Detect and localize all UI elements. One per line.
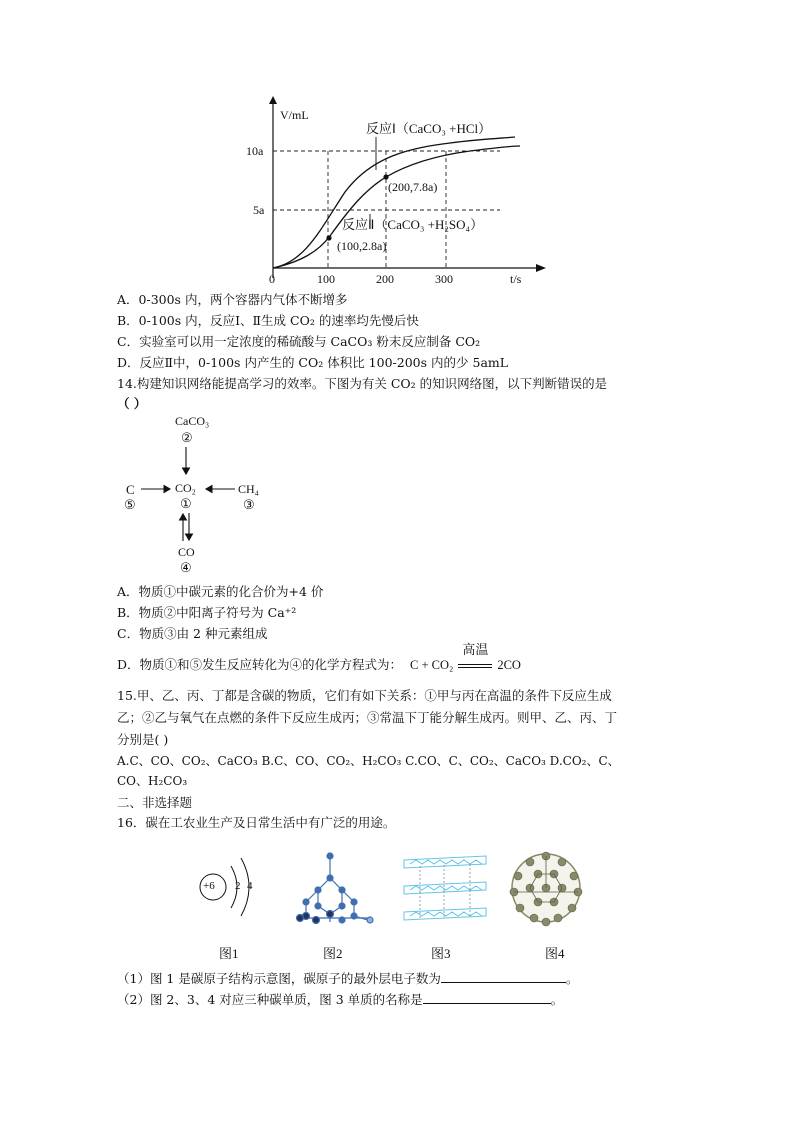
series-reaction-2-label: 反应Ⅱ（CaCO₃ +H₂SO₄）: [342, 217, 484, 232]
q15-line-1: 15.甲、乙、丙、丁都是含碳的物质，它们有如下关系：①甲与丙在高温的条件下反应生成: [117, 688, 612, 703]
shell-2-electrons: 4: [247, 880, 253, 892]
point-label-200: (200,7.8a): [388, 180, 438, 194]
x-tick-100: 100: [317, 272, 335, 286]
node-4-number: ④: [180, 560, 192, 575]
origin-label: 0: [269, 272, 275, 286]
figure-3-caption: 图3: [431, 946, 451, 961]
q16-sub-2-end: 。: [550, 992, 564, 1007]
shell-1-electrons: 2: [235, 880, 241, 892]
q16-sub-1-end: 。: [565, 971, 579, 986]
node-c: C: [126, 482, 135, 497]
q13-option-c: C．实验室可以用一定浓度的稀硫酸与 CaCO₃ 粉末反应制备 CO₂: [117, 334, 481, 349]
q16-sub-1-text: （1）图 1 是碳原子结构示意图，碳原子的最外层电子数为: [117, 971, 441, 986]
section-heading: 二、非选择题: [117, 795, 193, 810]
node-3-number: ③: [243, 497, 255, 512]
equation-condition: 高温: [462, 643, 489, 658]
y-tick-5a: 5a: [253, 203, 265, 217]
node-ch4: CH₄: [238, 482, 259, 496]
q13-option-d: D．反应Ⅱ中，0-100s 内产生的 CO₂ 体积比 100-200s 内的少 5amL: [117, 355, 509, 370]
fullerene-structure-image: [508, 848, 588, 928]
series-reaction-1-label: 反应Ⅰ（CaCO₃ +HCl）: [366, 121, 492, 136]
q16-sub-2-text: （2）图 2、3、4 对应三种碳单质，图 3 单质的名称是: [117, 992, 423, 1007]
q13-option-b: B．0-100s 内，反应Ⅰ、Ⅱ生成 CO₂ 的速率均先慢后快: [117, 313, 419, 328]
graphite-structure-image: [400, 850, 490, 930]
figure-4-caption: 图4: [545, 946, 565, 961]
figure-2-caption: 图2: [323, 946, 343, 961]
q14-stem: 14.构建知识网络能提高学习的效率。下图为有关 CO₂ 的知识网络图，以下判断错误的是: [117, 376, 608, 391]
q15-line-3: 分别是( ): [117, 732, 169, 747]
q15-options: A.C、CO、CO₂、CaCO₃ B.C、CO、CO₂、H₂CO₃ C.CO、C、CO₂、CaCO₃ D.CO₂、C、: [117, 754, 620, 768]
q14-option-d-text: D．物质①和⑤发生反应转化为④的化学方程式为：: [117, 657, 403, 672]
q16-stem: 16．碳在工农业生产及日常生活中有广泛的用途。: [117, 815, 396, 830]
q15-line-2: 乙；②乙与氧气在点燃的条件下反应生成丙；③常温下丁能分解生成丙。则甲、乙、丙、丁: [117, 710, 618, 725]
q16-sub-1: [117, 970, 578, 987]
equation-right: 2CO: [497, 658, 521, 672]
node-co: CO: [178, 545, 195, 559]
x-tick-200: 200: [376, 272, 394, 286]
y-axis-label: V/mL: [280, 108, 309, 122]
x-axis-label: t/s: [510, 272, 522, 286]
point-label-100: (100,2.8a): [337, 239, 387, 253]
answer-blank-1[interactable]: [441, 970, 566, 983]
equation-equals-bar: [458, 664, 492, 668]
x-tick-300: 300: [435, 272, 453, 286]
nucleus-charge: +6: [203, 880, 215, 892]
node-caco3: CaCO₃: [175, 414, 210, 428]
q13-option-a: A．0-300s 内，两个容器内气体不断增多: [117, 292, 348, 307]
equation-left: C + CO₂: [410, 658, 454, 672]
q14-option-a: A．物质①中碳元素的化合价为+4 价: [117, 584, 324, 599]
q15-options-cont: CO、H₂CO₃: [117, 774, 188, 788]
node-1-number: ①: [180, 496, 192, 511]
q14-option-b: B．物质②中阳离子符号为 Ca⁺²: [117, 605, 297, 620]
node-2-number: ②: [181, 430, 193, 445]
q14-option-c: C．物质③由 2 种元素组成: [117, 626, 268, 641]
diamond-structure-image: [290, 848, 380, 928]
figure-1-caption: 图1: [219, 946, 239, 961]
node-5-number: ⑤: [124, 497, 136, 512]
q16-sub-2: [117, 991, 563, 1008]
y-tick-10a: 10a: [246, 144, 264, 158]
q14-paren: （ ）: [117, 396, 147, 411]
answer-blank-2[interactable]: [423, 991, 551, 1004]
node-co2: CO₂: [175, 481, 196, 495]
q14-option-d: [117, 643, 521, 673]
